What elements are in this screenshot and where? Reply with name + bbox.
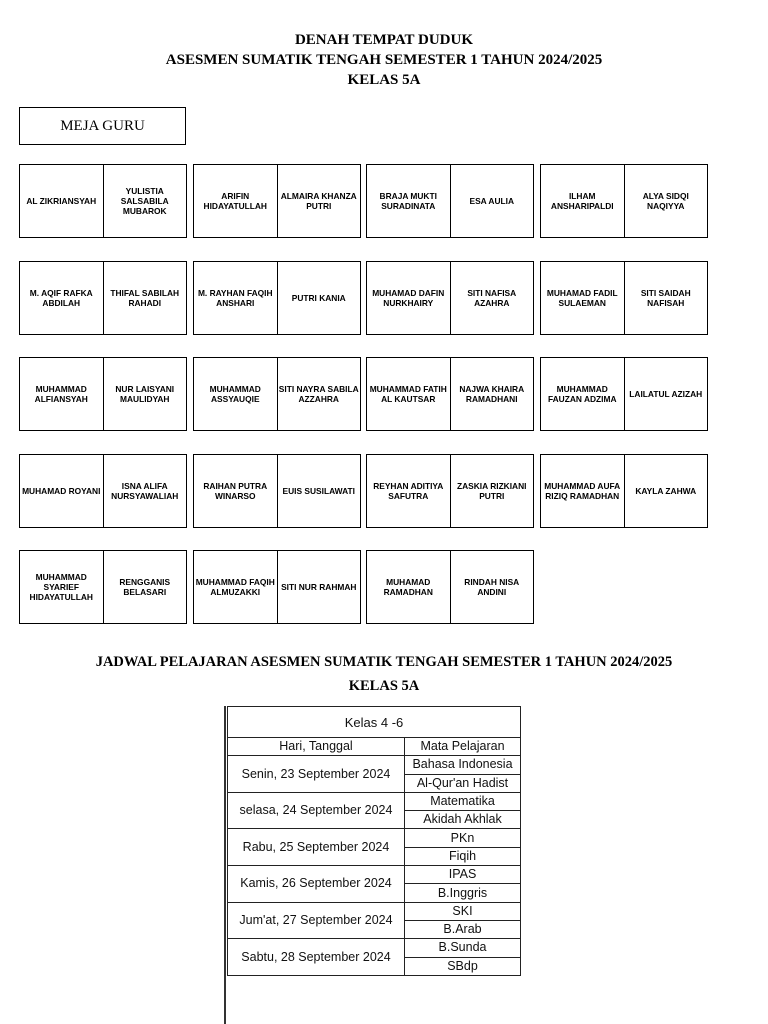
student-seat: THIFAL SABILAH RAHADI xyxy=(103,262,187,334)
schedule-subject: Matematika xyxy=(405,792,521,810)
student-seat: RAIHAN PUTRA WINARSO xyxy=(203,481,268,501)
student-seat: NUR LAISYANI MAULIDYAH xyxy=(103,358,187,430)
schedule-subject: Bahasa Indonesia xyxy=(405,756,521,774)
student-seat: M. RAYHAN FAQIH ANSHARI xyxy=(197,288,273,308)
desk xyxy=(540,261,708,335)
schedule-row xyxy=(228,829,521,847)
schedule-subject: Akidah Akhlak xyxy=(405,811,521,829)
student-seat: MUHAMAD RAMADHAN xyxy=(383,577,433,597)
schedule-table xyxy=(227,706,521,976)
desk xyxy=(366,261,534,335)
student-seat: PUTRI KANIA xyxy=(277,262,361,334)
desk xyxy=(193,164,361,238)
desk xyxy=(19,357,187,431)
schedule-subject: SKI xyxy=(405,902,521,920)
schedule-day: selasa, 24 September 2024 xyxy=(228,792,405,829)
seating-subtitle: ASESMEN SUMATIK TENGAH SEMESTER 1 TAHUN 2024/2025 xyxy=(165,52,603,68)
student-seat: RENGGANIS BELASARI xyxy=(103,551,187,623)
schedule-row xyxy=(228,866,521,884)
student-seat: MUHAMMAD FAUZAN ADZIMA xyxy=(547,384,617,404)
student-seat: EUIS SUSILAWATI xyxy=(277,455,361,527)
schedule-subject: IPAS xyxy=(405,866,521,884)
desk xyxy=(366,454,534,528)
desk xyxy=(193,357,361,431)
desk xyxy=(193,454,361,528)
student-seat: AL ZIKRIANSYAH xyxy=(26,196,97,206)
student-seat: YULISTIA SALSABILA MUBAROK xyxy=(103,165,187,237)
desk xyxy=(19,261,187,335)
schedule-day: Jum'at, 27 September 2024 xyxy=(228,902,405,939)
student-seat: MUHAMMAD SYARIEF HIDAYATULLAH xyxy=(29,572,93,602)
schedule-row xyxy=(228,792,521,810)
student-seat: LAILATUL AZIZAH xyxy=(624,358,708,430)
student-seat: ZASKIA RIZKIANI PUTRI xyxy=(450,455,534,527)
student-seat: ALYA SIDQI NAQIYYA xyxy=(624,165,708,237)
desk xyxy=(540,357,708,431)
student-seat: SITI NAYRA SABILA AZZAHRA xyxy=(277,358,361,430)
schedule-row xyxy=(228,902,521,920)
schedule-row xyxy=(228,939,521,957)
student-seat: SITI NUR RAHMAH xyxy=(277,551,361,623)
student-seat: MUHAMMAD FAQIH ALMUZAKKI xyxy=(195,577,275,597)
schedule-title: JADWAL PELAJARAN ASESMEN SUMATIK TENGAH SEMESTER 1 TAHUN 2024/2025 xyxy=(95,654,673,670)
schedule-subject: Fiqih xyxy=(405,847,521,865)
student-seat: ISNA ALIFA NURSYAWALIAH xyxy=(103,455,187,527)
student-seat: ARIFIN HIDAYATULLAH xyxy=(203,191,267,211)
schedule-subject: SBdp xyxy=(405,957,521,975)
student-seat: RINDAH NISA ANDINI xyxy=(450,551,534,623)
teacher-desk: MEJA GURU xyxy=(19,107,186,145)
student-seat: ESA AULIA xyxy=(450,165,534,237)
desk xyxy=(19,550,187,624)
column-header-day: Hari, Tanggal xyxy=(228,738,405,756)
student-seat: ALMAIRA KHANZA PUTRI xyxy=(277,165,361,237)
student-seat: MUHAMMAD ASSYAUQIE xyxy=(209,384,261,404)
desk xyxy=(366,164,534,238)
desk xyxy=(540,164,708,238)
student-seat: NAJWA KHAIRA RAMADHANI xyxy=(450,358,534,430)
student-seat: MUHAMMAD ALFIANSYAH xyxy=(34,384,88,404)
schedule-day: Senin, 23 September 2024 xyxy=(228,756,405,793)
schedule-caption: Kelas 4 -6 xyxy=(228,707,521,738)
student-seat: MUHAMMAD FATIH AL KAUTSAR xyxy=(369,384,447,404)
student-seat: M. AQIF RAFKA ABDILAH xyxy=(29,288,93,308)
schedule-subject: PKn xyxy=(405,829,521,847)
student-seat: SITI SAIDAH NAFISAH xyxy=(624,262,708,334)
student-seat: SITI NAFISA AZAHRA xyxy=(450,262,534,334)
student-seat: MUHAMMAD AUFA RIZIQ RAMADHAN xyxy=(544,481,621,501)
schedule-class: KELAS 5A xyxy=(348,678,420,694)
student-seat: MUHAMAD ROYANI xyxy=(22,486,101,496)
desk xyxy=(193,261,361,335)
schedule-day: Kamis, 26 September 2024 xyxy=(228,866,405,903)
desk xyxy=(19,454,187,528)
student-seat: KAYLA ZAHWA xyxy=(624,455,708,527)
desk xyxy=(366,357,534,431)
schedule-subject: Al-Qur'an Hadist xyxy=(405,774,521,792)
student-seat: ILHAM ANSHARIPALDI xyxy=(550,191,614,211)
schedule-day: Sabtu, 28 September 2024 xyxy=(228,939,405,976)
student-seat: MUHAMAD DAFIN NURKHAIRY xyxy=(372,288,445,308)
schedule-subject: B.Arab xyxy=(405,920,521,938)
student-seat: BRAJA MUKTI SURADINATA xyxy=(379,191,437,211)
schedule-row xyxy=(228,756,521,774)
seating-class: KELAS 5A xyxy=(347,72,421,88)
desk xyxy=(366,550,534,624)
schedule-subject: B.Sunda xyxy=(405,939,521,957)
desk xyxy=(540,454,708,528)
column-header-subject: Mata Pelajaran xyxy=(405,738,521,756)
schedule-day: Rabu, 25 September 2024 xyxy=(228,829,405,866)
seating-title: DENAH TEMPAT DUDUK xyxy=(294,32,474,48)
schedule-subject: B.Inggris xyxy=(405,884,521,902)
desk xyxy=(193,550,361,624)
student-seat: REYHAN ADITIYA SAFUTRA xyxy=(373,481,444,501)
schedule-table-container xyxy=(224,706,522,1024)
desk xyxy=(19,164,187,238)
student-seat: MUHAMAD FADIL SULAEMAN xyxy=(546,288,618,308)
